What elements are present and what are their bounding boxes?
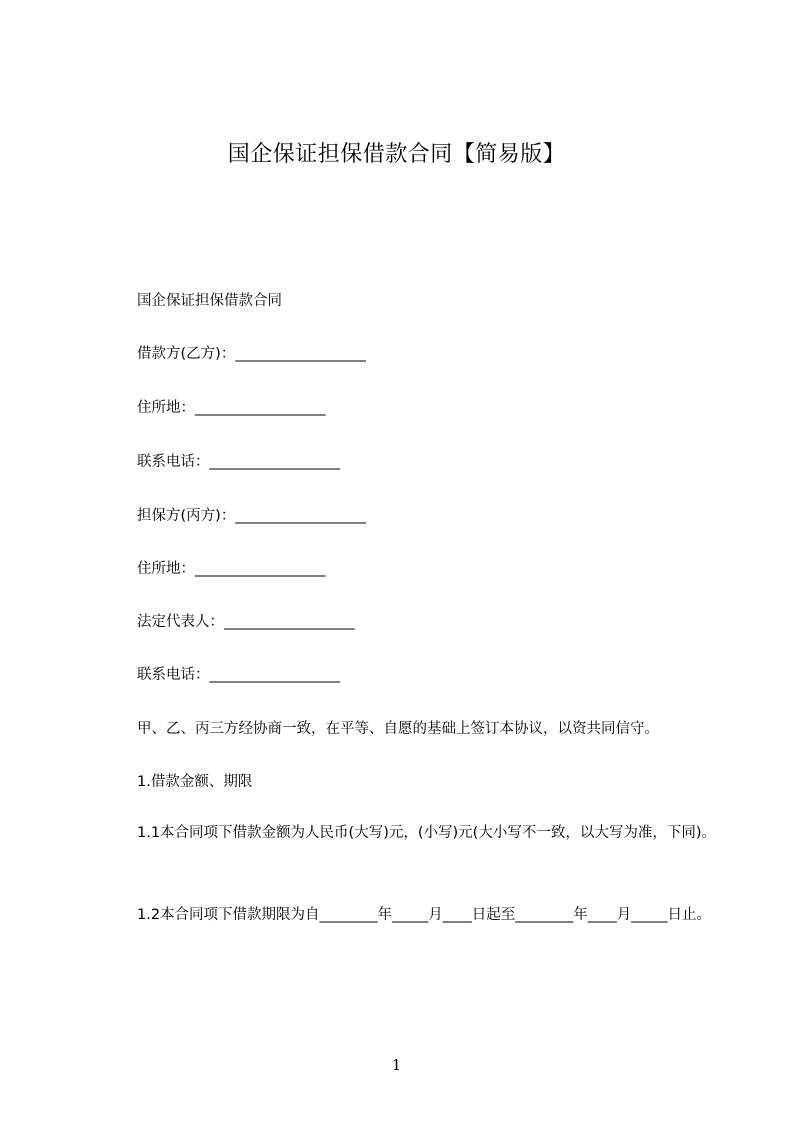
agreement-statement: 甲、乙、丙三方经协商一致，在平等、自愿的基础上签订本协议，以资共同信守。 [137,721,659,737]
guarantor-address-field: 住所地：__________________ [137,561,326,577]
contract-subtitle: 国企保证担保借款合同 [137,293,282,309]
legal-representative-field: 法定代表人：__________________ [137,614,355,630]
section-1-heading: 1.借款金额、期限 [137,774,253,790]
page-number: 1 [391,1056,402,1074]
borrower-address-field: 住所地：__________________ [137,400,326,416]
clause-1-2: 1.2本合同项下借款期限为自________年_____月____日起至________年____月_____日止。 [137,907,712,923]
borrower-phone-field: 联系电话：__________________ [137,454,340,470]
clause-1-1: 1.1本合同项下借款金额为人民币(大写)元，(小写)元(大小写不一致，以大写为准，下同)。 [137,825,716,841]
guarantor-phone-field: 联系电话：__________________ [137,667,340,683]
document-title: 国企保证担保借款合同【简易版】 [227,142,566,167]
guarantor-field: 担保方(丙方)：__________________ [137,508,366,524]
borrower-field: 借款方(乙方)：__________________ [137,346,366,362]
